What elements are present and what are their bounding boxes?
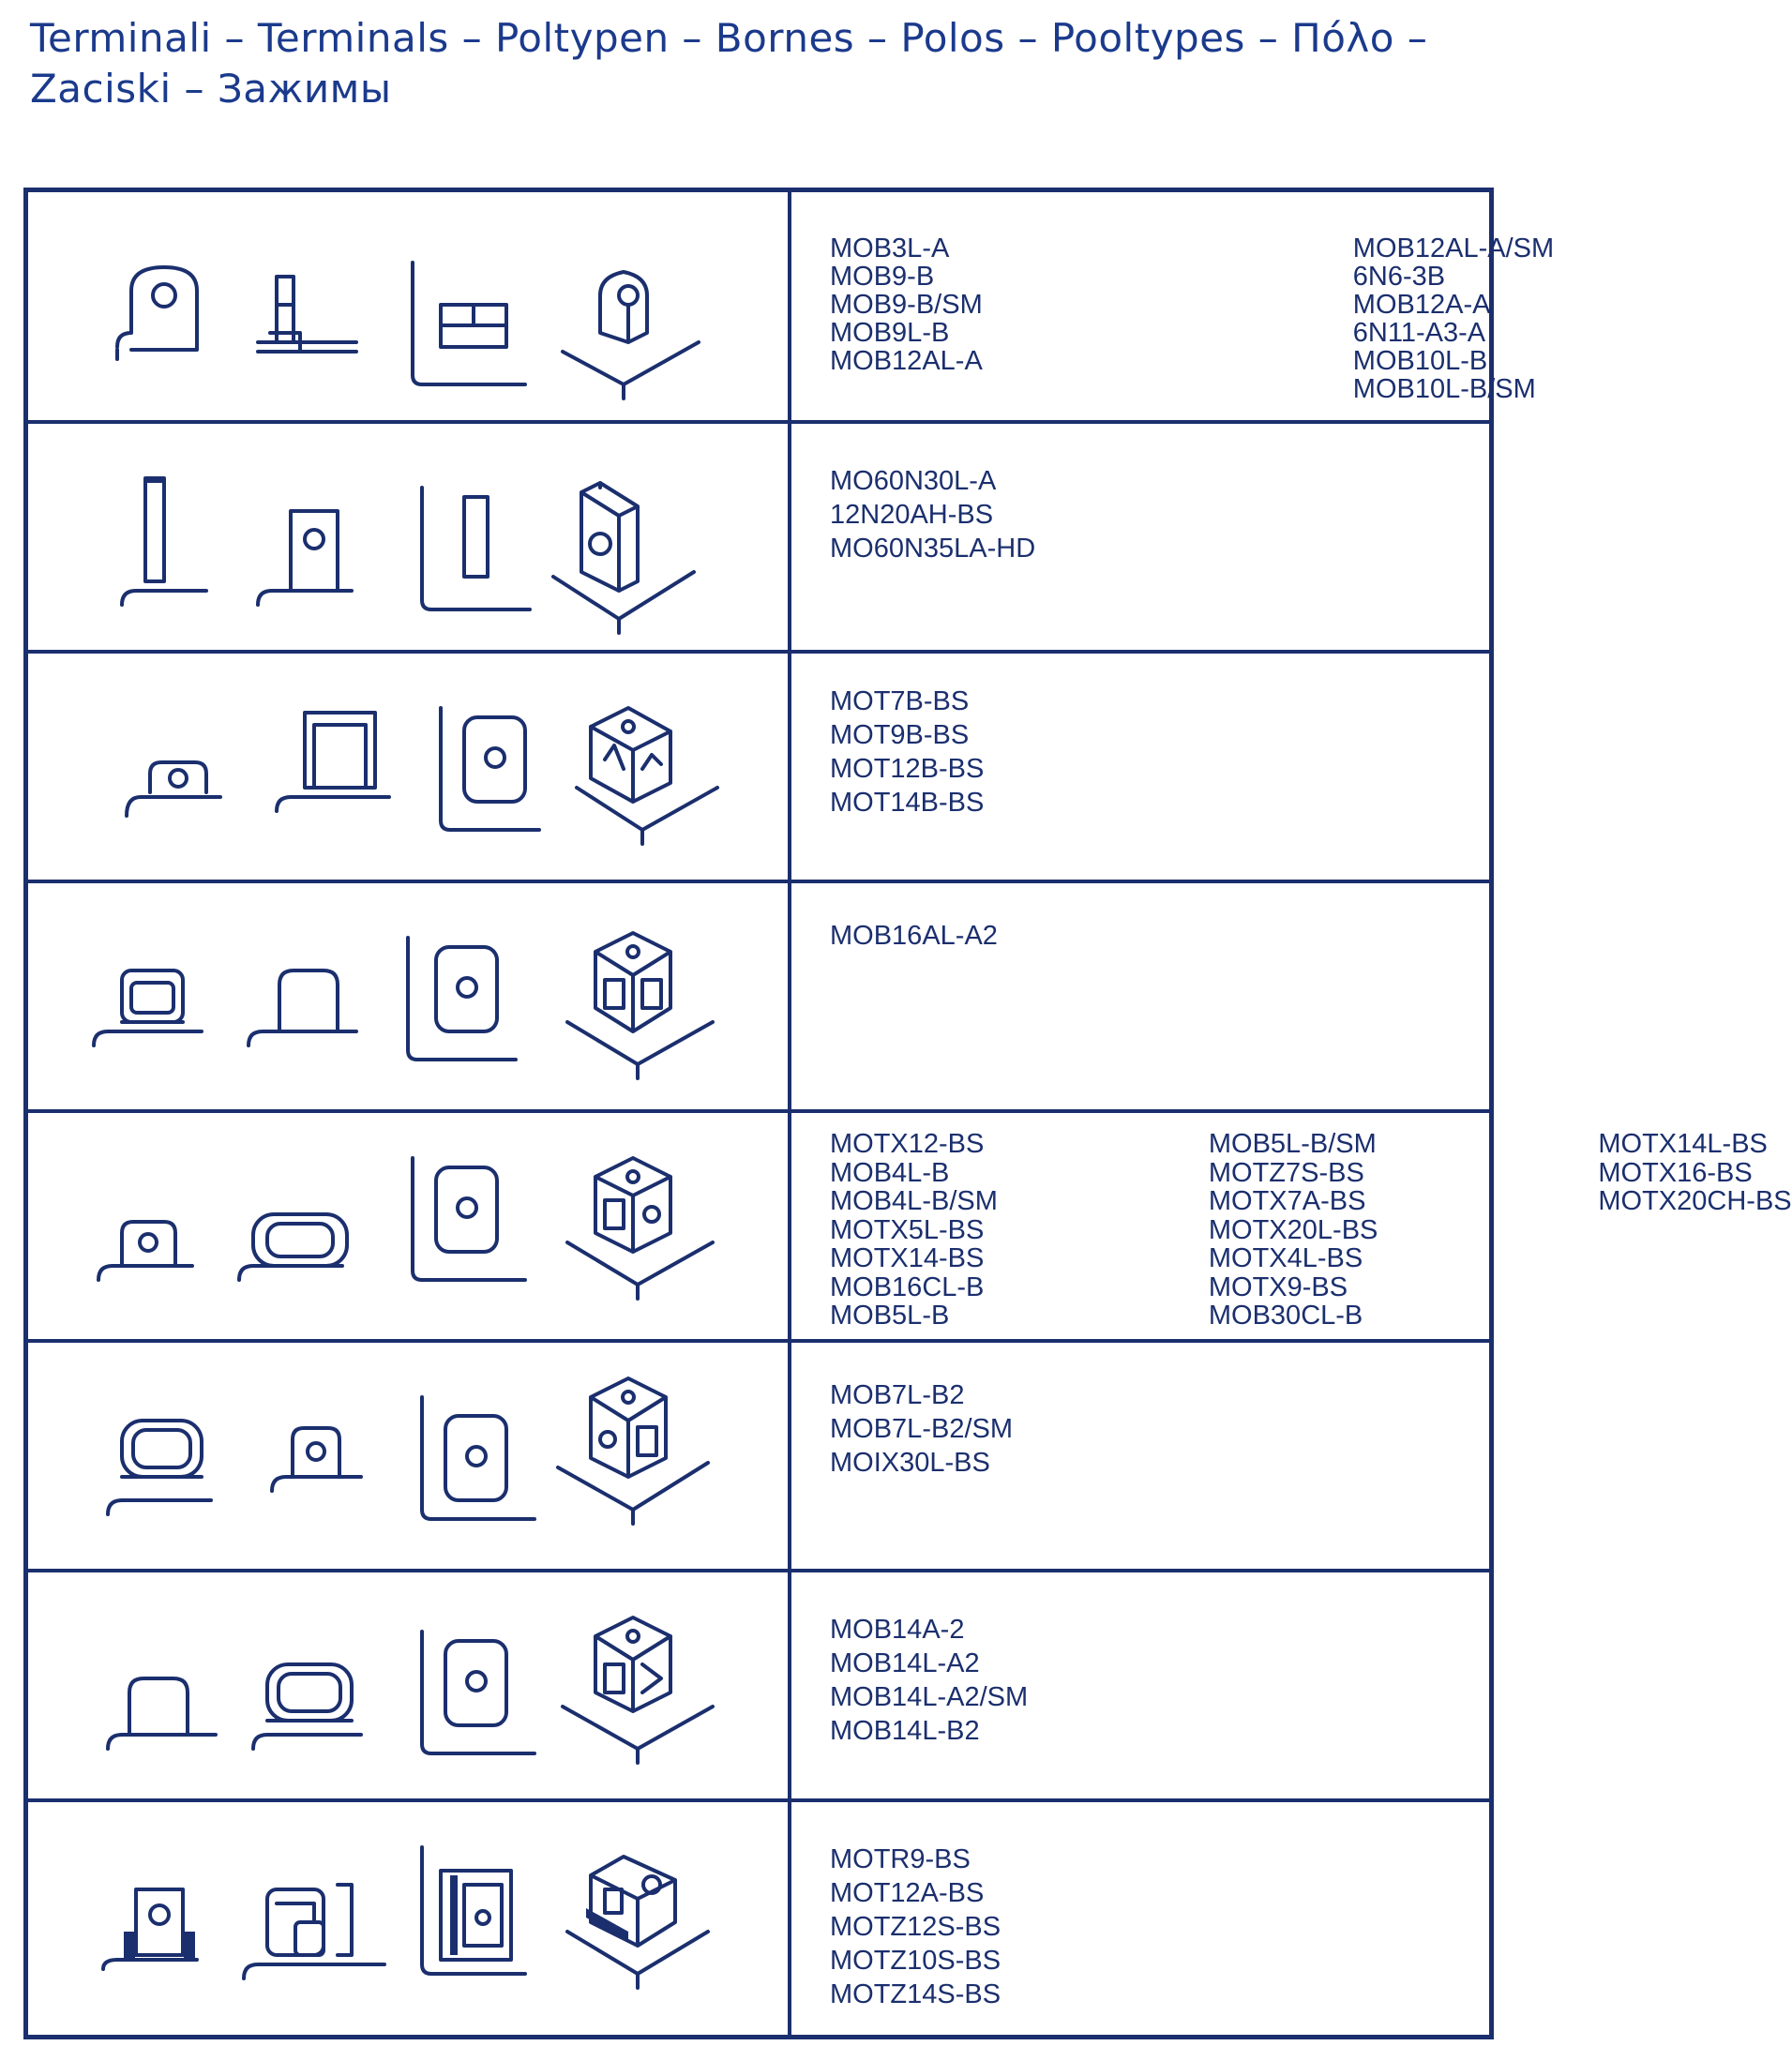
model-code-list xyxy=(830,422,1480,652)
terminal-drawings xyxy=(28,1111,788,1341)
iso-clamp-icon xyxy=(567,1857,708,1988)
model-code: MOB4L-B/SM xyxy=(830,1186,998,1216)
model-code: MOB9-B/SM xyxy=(830,290,983,320)
model-code-column xyxy=(830,919,998,1111)
model-code: MOB10L-B xyxy=(1352,346,1488,376)
model-code-column xyxy=(830,1130,998,1341)
oval-tab-icon xyxy=(239,1214,347,1280)
iso-cube-icon-3 xyxy=(567,1158,713,1299)
small-tab-icon-2 xyxy=(272,1428,361,1491)
model-code: MOTZ7S-BS xyxy=(1208,1157,1364,1188)
model-code: MOTX20L-BS xyxy=(1208,1214,1378,1245)
model-code-list xyxy=(830,1111,1792,1341)
model-code: MOTX9-BS xyxy=(1208,1271,1348,1302)
model-code: MOTX4L-BS xyxy=(1208,1243,1363,1273)
small-tab-icon xyxy=(98,1222,192,1280)
model-code: MOTX20CH-BS xyxy=(1598,1186,1792,1216)
model-code: MO60N35LA-HD xyxy=(830,534,1036,564)
terminal-row xyxy=(28,422,1489,652)
model-code: MOB10L-B/SM xyxy=(1352,374,1536,404)
corner-slot-icon xyxy=(422,488,530,609)
model-code: MOTX14-BS xyxy=(830,1243,985,1273)
terminal-row xyxy=(28,1800,1489,2035)
model-code: MOTZ10S-BS xyxy=(830,1946,1001,1976)
terminal-drawings xyxy=(28,422,788,652)
model-code: MOB12A-A xyxy=(1352,290,1491,320)
model-code: MOB16AL-A2 xyxy=(830,921,998,951)
model-code: MOB12AL-A xyxy=(830,346,983,376)
terminal-row xyxy=(28,1111,1792,1341)
flat-tab-icon xyxy=(248,970,356,1046)
model-code: MOB14A-2 xyxy=(830,1615,965,1645)
model-code-column xyxy=(830,1613,1028,1800)
terminal-drawings xyxy=(28,1800,788,2035)
model-code-list xyxy=(830,1571,1480,1800)
model-code: MOT7B-BS xyxy=(830,686,970,716)
model-code: MOT12A-BS xyxy=(830,1878,985,1908)
model-code-list xyxy=(830,192,1555,422)
model-code-list xyxy=(830,1341,1480,1571)
model-code: MOB4L-B xyxy=(830,1157,950,1188)
model-code: MOB9-B xyxy=(830,262,935,292)
model-code: MOB30CL-B xyxy=(1208,1301,1363,1331)
flat-tab-icon-2 xyxy=(108,1678,216,1749)
model-code: MOIX30L-BS xyxy=(830,1448,990,1478)
corner-round-icon xyxy=(441,708,539,830)
terminal-drawings xyxy=(28,881,788,1111)
clamp-bolt-icon xyxy=(244,1885,384,1978)
corner-round-icon-3 xyxy=(413,1158,525,1280)
model-code: MOB14L-B2 xyxy=(830,1716,980,1746)
model-code: MOB3L-A xyxy=(830,233,950,263)
iso-cube-icon-2 xyxy=(567,933,713,1078)
iso-cube-icon-4 xyxy=(558,1378,708,1524)
oval-tab-icon-3 xyxy=(253,1664,361,1749)
corner-round-icon-2 xyxy=(408,938,516,1060)
model-code: 6N11-A3-A xyxy=(1352,318,1486,348)
terminal-row xyxy=(28,192,1555,422)
terminals-table xyxy=(23,188,1792,2039)
model-code-column xyxy=(830,1378,1013,1571)
model-code: MOT9B-BS xyxy=(830,720,970,750)
model-code-list xyxy=(830,881,1480,1111)
model-code-column xyxy=(830,1843,1001,2035)
terminal-drawings xyxy=(28,192,788,422)
page-title: Terminali – Terminals – Poltypen – Bornes – Polos – Pooltypes – Πόλο – Zaciski – Зажимы xyxy=(30,15,1428,112)
corner-round-icon-4 xyxy=(422,1397,535,1519)
model-code-column xyxy=(830,464,1035,652)
model-code: 6N6-3B xyxy=(1352,262,1446,292)
rounded-tab-icon xyxy=(94,970,202,1046)
model-code: MOTX5L-BS xyxy=(830,1214,985,1245)
tab-terminal-icon xyxy=(117,267,197,359)
terminal-row xyxy=(28,1571,1489,1800)
iso-tab-icon xyxy=(563,272,699,399)
clamp-tab-icon xyxy=(103,1889,197,1969)
model-code-column xyxy=(1353,234,1554,422)
model-code: MOTZ12S-BS xyxy=(830,1912,1001,1942)
model-code: MOTX16-BS xyxy=(1598,1157,1753,1188)
model-code-column xyxy=(830,234,983,422)
corner-clamp-icon xyxy=(422,1847,525,1974)
model-code: MOB12AL-A/SM xyxy=(1352,233,1555,263)
pin-terminal-icon xyxy=(122,476,206,605)
model-code: MOTR9-BS xyxy=(830,1844,971,1874)
model-code-column xyxy=(830,684,984,881)
oval-tab-icon-2 xyxy=(108,1421,211,1514)
terminal-drawings xyxy=(28,1571,788,1800)
low-tab-icon xyxy=(127,762,220,816)
terminal-row xyxy=(28,881,1489,1111)
model-code-list xyxy=(830,1800,1480,2035)
iso-cube-icon xyxy=(577,708,717,844)
bridge-terminal-icon xyxy=(277,713,389,811)
model-code: MOB5L-B xyxy=(830,1301,950,1331)
model-code: MOT12B-BS xyxy=(830,754,985,784)
model-code: MOTX7A-BS xyxy=(1208,1186,1366,1216)
iso-block-icon xyxy=(553,483,694,633)
model-code: MOB9L-B xyxy=(830,318,950,348)
terminal-drawings xyxy=(28,652,788,881)
terminal-row xyxy=(28,1341,1489,1571)
model-code: MOB7L-B2 xyxy=(830,1380,965,1410)
terminal-drawings xyxy=(28,1341,788,1571)
model-code: 12N20AH-BS xyxy=(830,500,994,530)
corner-box-icon xyxy=(413,263,525,384)
model-code: MOB14L-A2/SM xyxy=(830,1682,1029,1712)
iso-cube-icon-5 xyxy=(563,1617,713,1763)
model-code: MOT14B-BS xyxy=(830,788,985,818)
model-code: MOB7L-B2/SM xyxy=(830,1414,1013,1444)
model-code-column xyxy=(1209,1130,1378,1341)
model-code: MO60N30L-A xyxy=(830,466,997,496)
model-code: MOB16CL-B xyxy=(830,1271,985,1302)
model-code: MOTX12-BS xyxy=(830,1129,985,1159)
model-code: MOB5L-B/SM xyxy=(1208,1129,1377,1159)
model-code-list xyxy=(830,652,1480,881)
post-terminal-icon xyxy=(258,277,356,352)
corner-round-icon-5 xyxy=(422,1632,535,1753)
model-code: MOTX14L-BS xyxy=(1598,1129,1768,1159)
model-code: MOTZ14S-BS xyxy=(830,1979,1001,2009)
square-tab-icon xyxy=(258,511,352,605)
model-code: MOB14L-A2 xyxy=(830,1648,980,1678)
terminal-row xyxy=(28,652,1489,881)
model-code-column xyxy=(1598,1130,1791,1341)
